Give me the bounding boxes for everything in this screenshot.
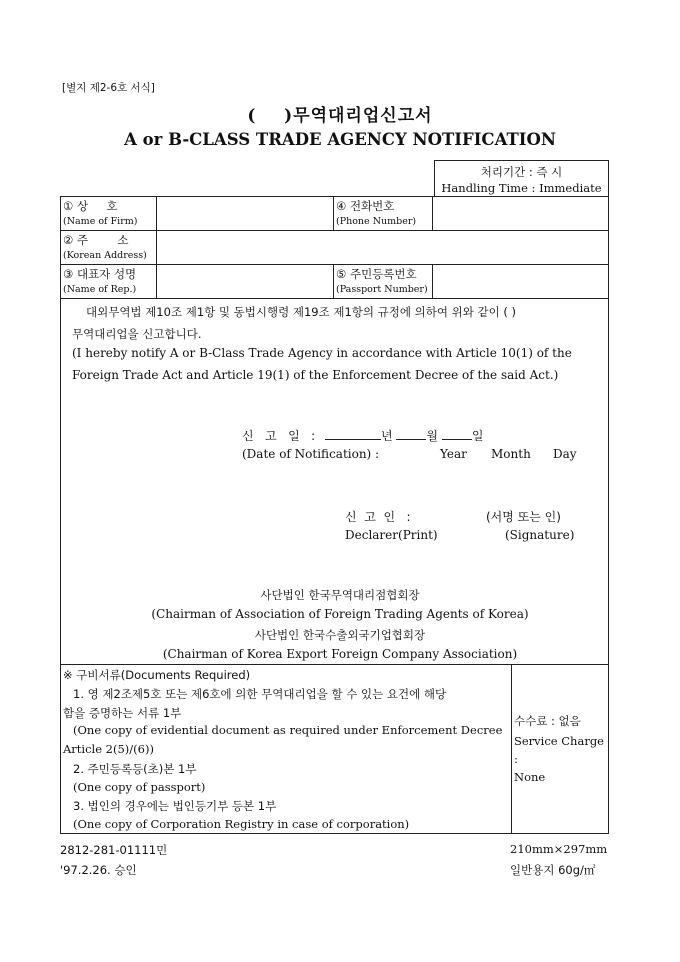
day-en: Day [553, 447, 577, 461]
signature-label-ko: (서명 또는 인) [486, 510, 561, 524]
address-label-ko: ② 주 소 [63, 233, 129, 247]
doc-2-en: (One copy of passport) [73, 780, 206, 794]
doc-1-ko-b: 함을 증명하는 서류 1부 [63, 706, 182, 720]
month-field[interactable] [396, 427, 426, 440]
month-ko: 월 [426, 429, 438, 443]
footer-approval: '97.2.26. 승인 [60, 863, 137, 877]
footer-size: 210mm×297mm [510, 842, 608, 856]
footer-paper: 일반용지 60g/㎡ [510, 863, 596, 877]
firm-name-field[interactable] [157, 197, 332, 229]
phone-label-ko: ④ 전화번호 [336, 199, 395, 213]
title-ko: ( )무역대리업신고서 [247, 106, 433, 126]
phone-number-field[interactable] [433, 197, 608, 229]
id-label-ko: ⑤ 주민등록번호 [336, 267, 417, 281]
addressee-2-ko: 사단법인 한국수출외국기업협회장 [254, 628, 426, 642]
doc-1-ko-a: 1. 영 제2조제5호 또는 제6호에 의한 무역대리업을 할 수 있는 요건에 해당 [73, 687, 447, 701]
footer-code: 2812-281-01111민 [60, 843, 168, 857]
service-charge-colon: : [514, 752, 518, 766]
day-ko: 일 [471, 429, 484, 443]
service-charge-ko: 수수료 : 없음 [514, 714, 581, 728]
documents-header: ※ 구비서류(Documents Required) [63, 668, 251, 682]
title-en: A or B-CLASS TRADE AGENCY NOTIFICATION [124, 130, 556, 149]
doc-2-ko: 2. 주민등록등(초)본 1부 [73, 762, 197, 776]
handling-en: Handling Time : Immediate [441, 181, 602, 195]
service-charge-en: Service Charge [514, 734, 604, 748]
month-en: Month [491, 447, 531, 461]
year-ko: 년 [380, 429, 393, 443]
form-label: [별지 제2-6호 서식] [62, 82, 155, 94]
address-field[interactable] [157, 231, 608, 263]
statement-line-3: (I hereby notify A or B-Class Trade Agency in accordance with Article 10(1) of the [72, 346, 572, 360]
rep-label-en: (Name of Rep.) [63, 284, 137, 295]
declarer-signature-field[interactable] [440, 505, 485, 545]
doc-1-en-a: (One copy of evidential document as required under Enforcement Decree [73, 723, 503, 737]
signature-label-en: (Signature) [505, 528, 575, 542]
notification-date-row [242, 427, 483, 444]
doc-3-ko: 3. 법인의 경우에는 법인등기부 등본 1부 [73, 799, 277, 813]
doc-1-en-b: Article 2(5)/(6)) [63, 742, 154, 756]
passport-number-field[interactable] [433, 265, 608, 297]
year-en: Year [440, 447, 467, 461]
statement-line-2: 무역대리업을 신고합니다. [72, 327, 202, 341]
declarer-label-ko: 신 고 인 : [345, 510, 411, 524]
day-field[interactable] [442, 427, 472, 440]
doc-3-en: (One copy of Corporation Registry in case of corporation) [73, 817, 410, 831]
date-label-en: (Date of Notification) : [242, 447, 380, 461]
firm-label-en: (Name of Firm) [63, 216, 138, 227]
address-label-en: (Korean Address) [63, 250, 147, 261]
date-label-ko: 신 고 일 : [242, 429, 316, 443]
statement-line-1: 대외무역법 제10조 제1항 및 동법시행령 제19조 제1항의 규정에 의하여 위와 같이 ( ) [86, 305, 517, 319]
statement-line-4: Foreign Trade Act and Article 19(1) of the Enforcement Decree of the said Act.) [72, 368, 559, 382]
rep-name-field[interactable] [157, 265, 332, 297]
year-field[interactable] [325, 427, 381, 440]
handling-ko: 처리기간 : 즉 시 [480, 165, 563, 179]
rep-label-ko: ③ 대표자 성명 [63, 267, 137, 281]
addressee-1-en: (Chairman of Association of Foreign Trading Agents of Korea) [151, 607, 529, 621]
addressee-2-en: (Chairman of Korea Export Foreign Company Association) [162, 647, 518, 661]
service-charge-value: None [514, 770, 546, 784]
declarer-label-en: Declarer(Print) [345, 528, 438, 542]
phone-label-en: (Phone Number) [336, 216, 417, 227]
addressee-1-ko: 사단법인 한국무역대리점협회장 [260, 588, 420, 602]
id-label-en: (Passport Number) [336, 284, 428, 295]
firm-label-ko: ① 상 호 [63, 199, 118, 213]
